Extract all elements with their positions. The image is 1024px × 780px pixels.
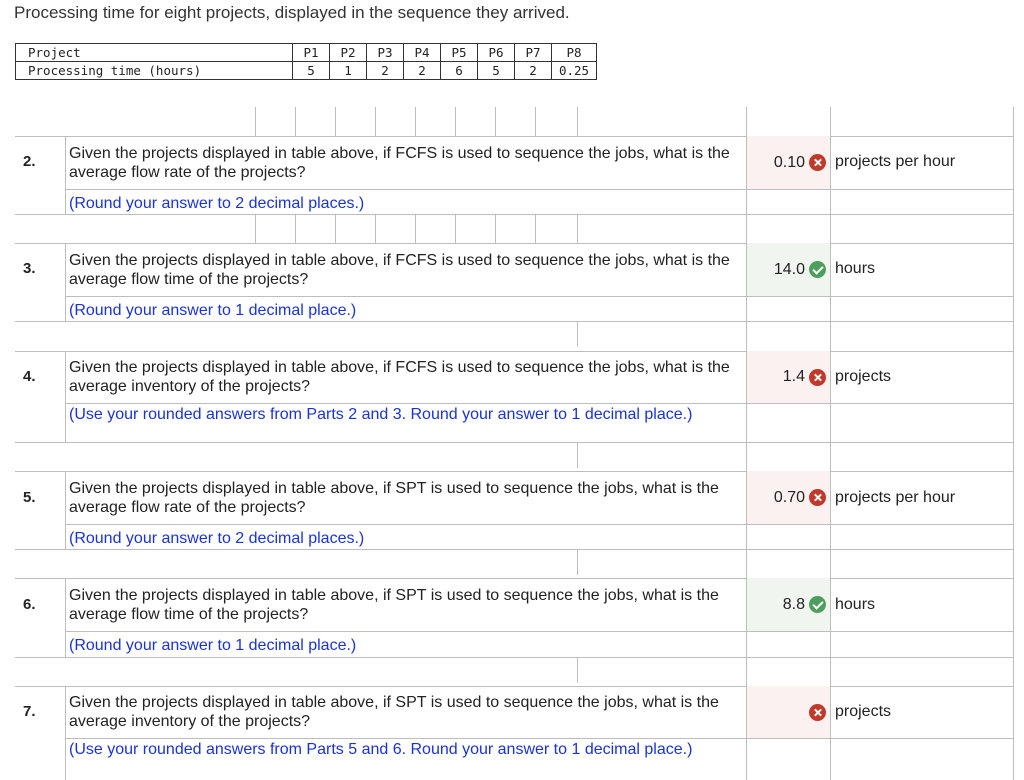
question-number: 7. (23, 703, 36, 720)
grid-line (15, 243, 1014, 244)
question-number: 4. (23, 368, 36, 385)
question-text: Given the projects displayed in table above, if SPT is used to sequence the jobs, what is the average flow time of the projects? (69, 587, 719, 623)
question-text: Given the projects displayed in table above, if FCFS is used to sequence the jobs, what is the average inventory of the projects? (69, 359, 730, 395)
answer-field[interactable] (747, 351, 830, 403)
grid-line (65, 578, 66, 657)
grid-line (495, 107, 496, 136)
question-text: Given the projects displayed in table above, if FCFS is used to sequence the jobs, what is the average flow time of the projects? (69, 252, 730, 288)
grid-line (15, 471, 1014, 472)
grid-line (15, 442, 1014, 443)
grid-line (335, 214, 336, 243)
grid-line (295, 214, 296, 243)
question-number: 5. (23, 489, 36, 506)
grid-line (65, 403, 1014, 404)
answer-value: 1.4 (782, 368, 805, 385)
grid-line (1013, 321, 1014, 442)
grid-line (335, 107, 336, 136)
grid-line (577, 442, 578, 468)
grid-line (15, 578, 1014, 579)
project-cell: P7 (515, 44, 552, 62)
grid-line (495, 214, 496, 243)
time-cell: 6 (441, 62, 478, 80)
grid-line (65, 631, 1014, 632)
project-cell: P5 (441, 44, 478, 62)
grid-line (15, 657, 1014, 658)
grid-line (295, 107, 296, 136)
grid-line (746, 107, 747, 136)
grid-line (830, 442, 831, 549)
grid-line (577, 107, 578, 136)
time-cell: 2 (515, 62, 552, 80)
time-row (16, 62, 597, 80)
grid-line (65, 738, 1014, 739)
answer-field[interactable] (747, 578, 830, 631)
question-text: Given the projects displayed in table above, if SPT is used to sequence the jobs, what is the average flow rate of the projects? (69, 480, 719, 516)
processing-time-table (15, 43, 597, 80)
grid-line (65, 351, 66, 442)
grid-line (1013, 657, 1014, 780)
grid-line (830, 214, 831, 321)
question-text: Given the projects displayed in table above, if FCFS is used to sequence the jobs, what is the average flow rate of the projects? (69, 145, 730, 181)
grid-line (830, 321, 831, 442)
grid-line (65, 471, 66, 549)
answer-value: 14.0 (773, 260, 805, 278)
question-hint: (Round your answer to 2 decimal places.) (69, 195, 365, 212)
grid-line (65, 243, 66, 321)
grid-line (15, 351, 1014, 352)
project-cell: P4 (404, 44, 441, 62)
grid-line (1013, 549, 1014, 657)
grid-line (830, 657, 831, 780)
question-number: 6. (23, 596, 36, 613)
check-circle-icon (809, 261, 826, 278)
time-cell: 5 (478, 62, 515, 80)
grid-line (15, 686, 1014, 687)
unit-label: projects (835, 703, 892, 720)
grid-line (15, 136, 1014, 137)
time-cell: 2 (404, 62, 441, 80)
unit-label: hours (835, 260, 876, 277)
question-text: Given the projects displayed in table above, if SPT is used to sequence the jobs, what is the average inventory of the projects? (69, 694, 719, 730)
grid-line (830, 549, 831, 657)
grid-line (1013, 214, 1014, 321)
grid-line (455, 107, 456, 136)
grid-line (65, 524, 1014, 525)
check-circle-icon (809, 596, 826, 613)
time-cell: 0.25 (552, 62, 597, 80)
grid-line (65, 686, 66, 780)
question-number: 3. (23, 260, 36, 277)
grid-line (1013, 442, 1014, 549)
project-row-label: Project (16, 44, 293, 62)
answer-value: 0.10 (773, 153, 805, 171)
time-cell: 5 (293, 62, 330, 80)
answer-field[interactable] (747, 243, 830, 296)
grid-line (577, 549, 578, 575)
grid-line (1013, 107, 1014, 136)
question-hint: (Use your rounded answers from Parts 2 and 3. Round your answer to 1 decimal place.) (69, 406, 693, 423)
x-circle-icon (809, 154, 826, 171)
grid-line (577, 657, 578, 683)
question-hint: (Round your answer to 1 decimal place.) (69, 302, 357, 319)
unit-label: hours (835, 596, 876, 613)
grid-line (535, 214, 536, 243)
answer-field[interactable] (747, 136, 830, 189)
grid-line (830, 107, 831, 136)
answer-field[interactable] (747, 471, 830, 524)
grid-line (577, 214, 578, 243)
project-cell: P1 (293, 44, 330, 62)
grid-line (15, 549, 1014, 550)
x-circle-icon (809, 704, 826, 721)
intro-text: Processing time for eight projects, displayed in the sequence they arrived. (14, 3, 570, 22)
unit-label: projects per hour (835, 153, 956, 170)
time-cell: 1 (330, 62, 367, 80)
question-hint: (Round your answer to 1 decimal place.) (69, 637, 357, 654)
grid-line (15, 321, 1014, 322)
answer-field[interactable] (747, 686, 830, 738)
grid-line (455, 214, 456, 243)
grid-line (375, 214, 376, 243)
answer-value: 8.8 (782, 595, 805, 613)
project-cell: P2 (330, 44, 367, 62)
question-hint: (Round your answer to 2 decimal places.) (69, 530, 365, 547)
answer-value: 0.70 (773, 488, 805, 506)
project-cell: P3 (367, 44, 404, 62)
question-hint: (Use your rounded answers from Parts 5 and 6. Round your answer to 1 decimal place.) (69, 741, 693, 758)
grid-line (15, 214, 1014, 215)
project-cell: P8 (552, 44, 597, 62)
unit-label: projects per hour (835, 489, 956, 506)
grid-line (577, 321, 578, 347)
grid-line (415, 214, 416, 243)
question-number: 2. (23, 153, 36, 170)
unit-label: projects (835, 368, 892, 385)
time-row-label: Processing time (hours) (16, 62, 293, 80)
grid-line (535, 107, 536, 136)
project-row (16, 44, 597, 62)
grid-line (255, 214, 256, 243)
grid-line (375, 107, 376, 136)
grid-line (65, 136, 66, 214)
x-circle-icon (809, 369, 826, 386)
grid-line (255, 107, 256, 136)
time-cell: 2 (367, 62, 404, 80)
x-circle-icon (809, 489, 826, 506)
grid-line (65, 296, 1014, 297)
project-cell: P6 (478, 44, 515, 62)
grid-line (65, 189, 1014, 190)
grid-line (415, 107, 416, 136)
